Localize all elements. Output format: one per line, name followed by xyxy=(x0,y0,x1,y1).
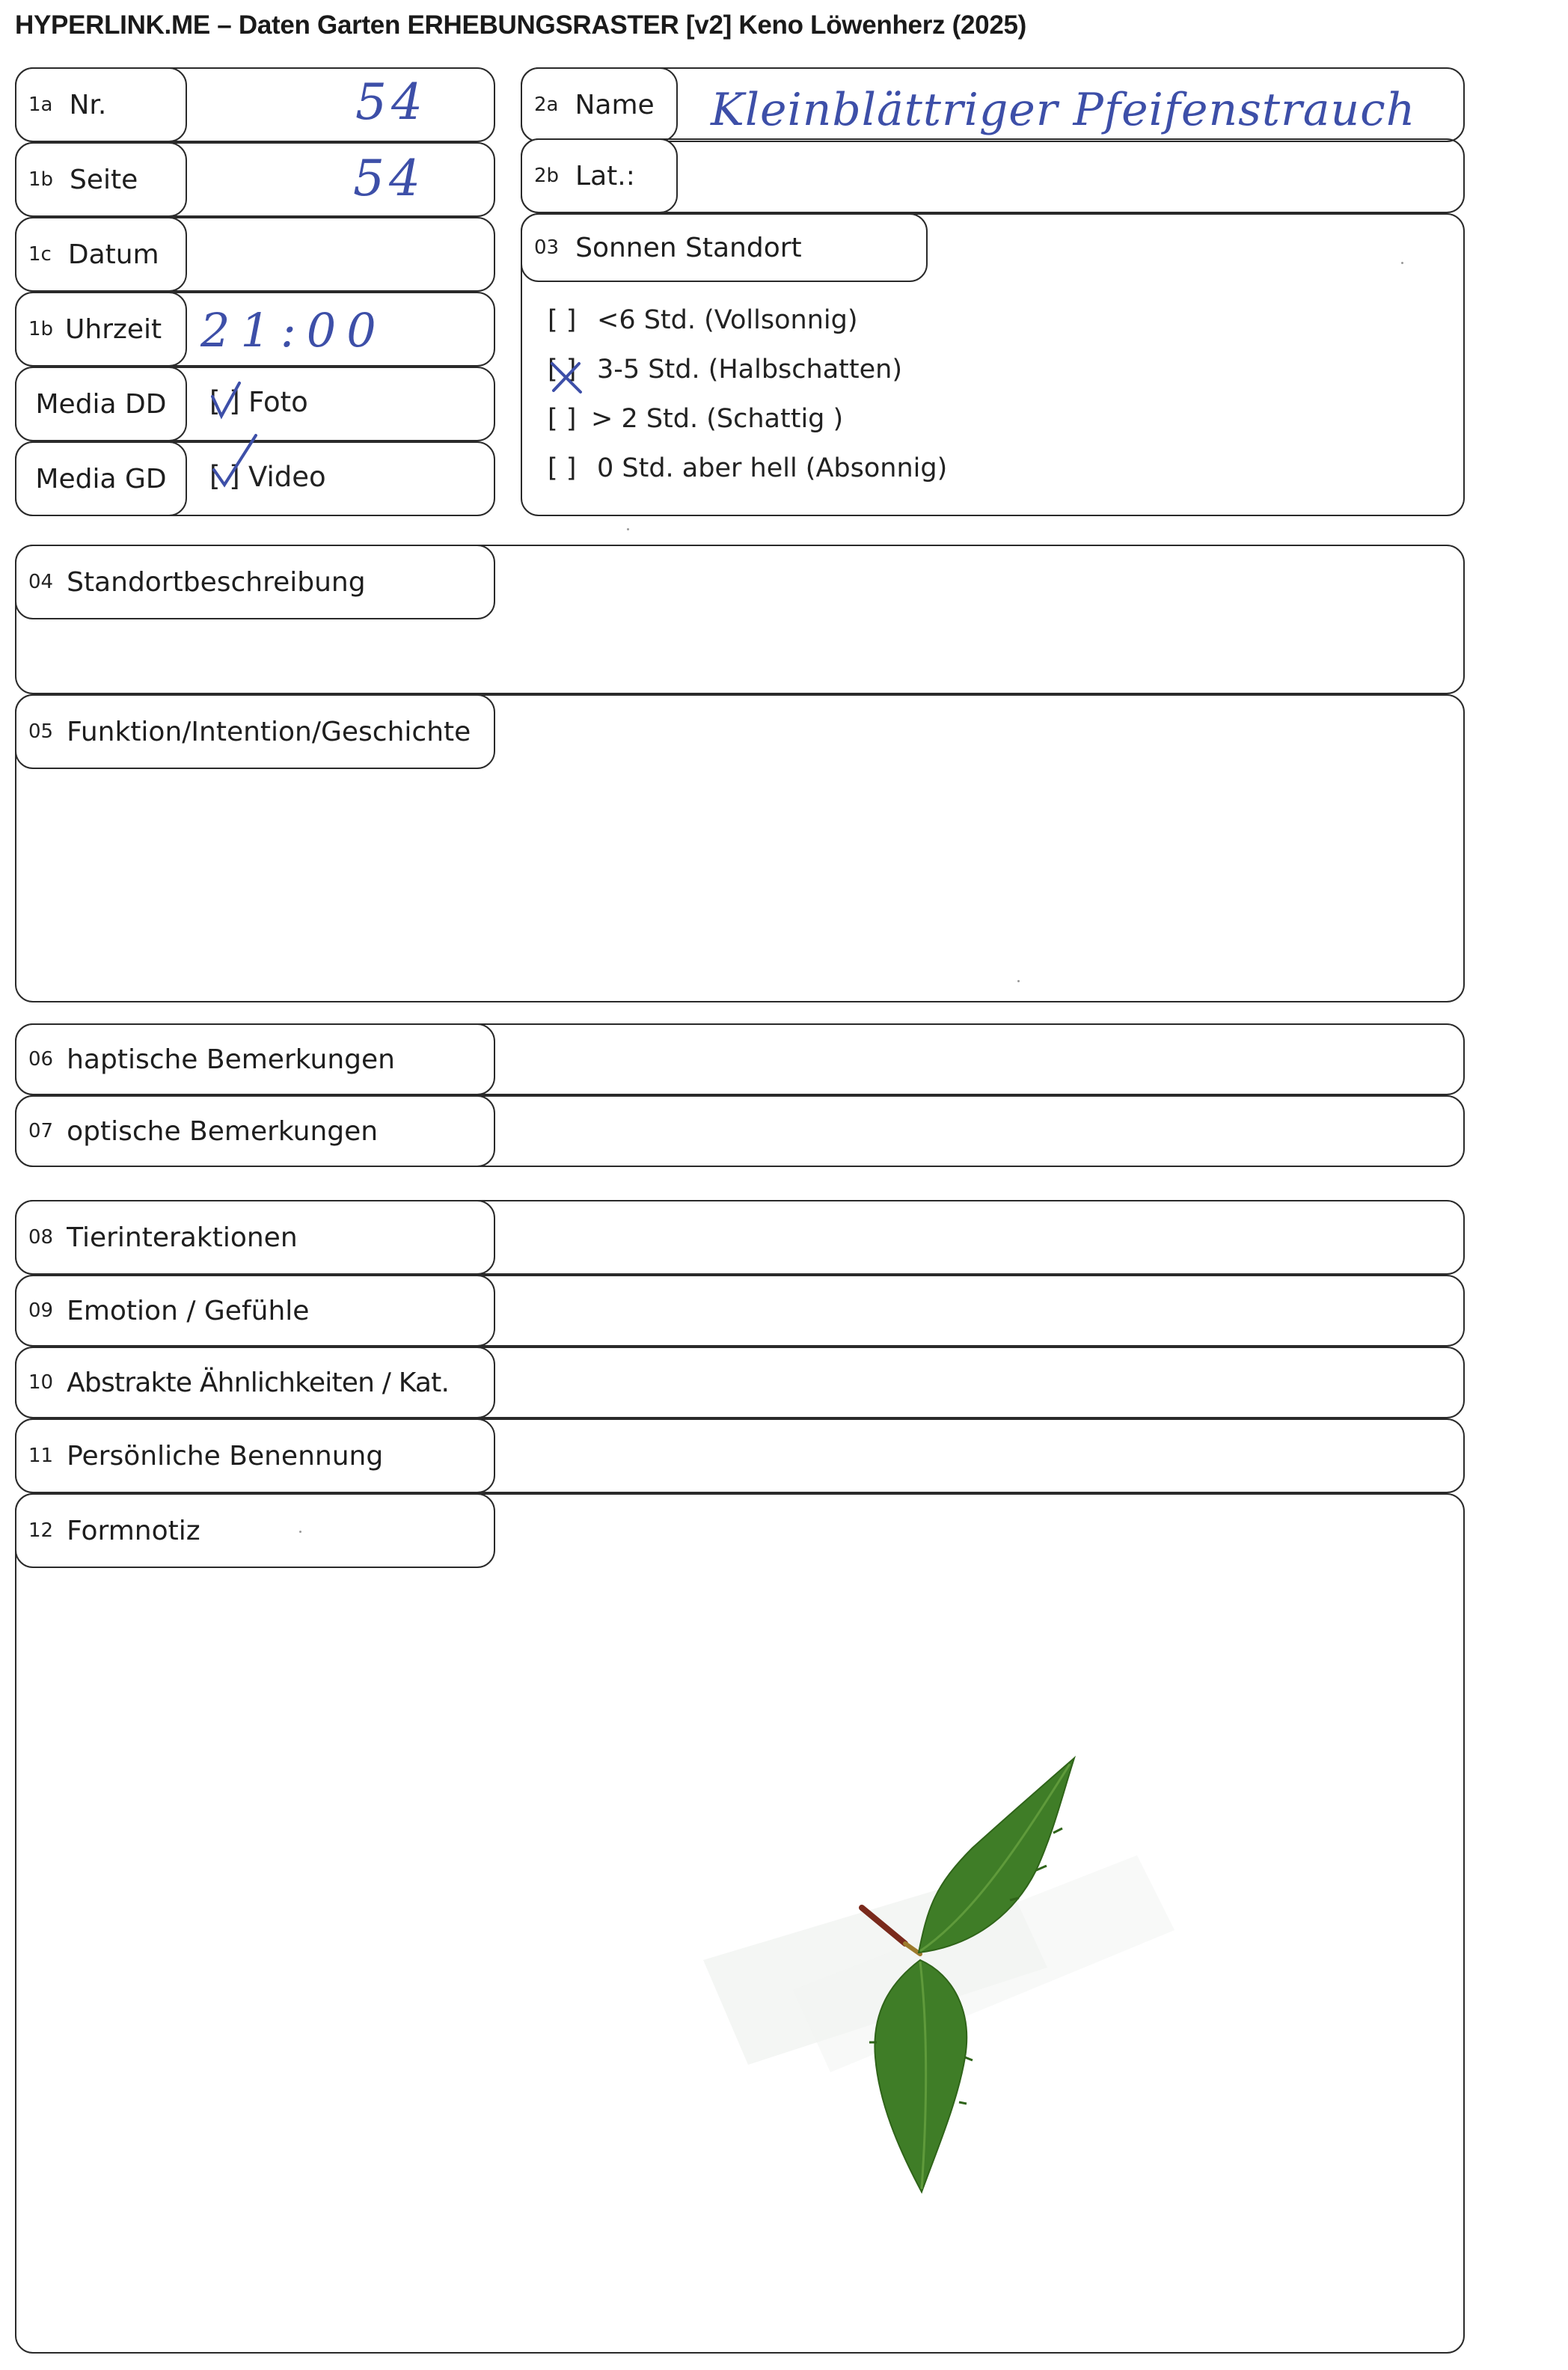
field-uhrzeit-label xyxy=(15,292,187,367)
field-label: Media DD xyxy=(35,388,167,420)
field-seite-label xyxy=(15,142,187,217)
field-label: Lat.: xyxy=(575,160,635,192)
section-number: 09 xyxy=(28,1299,54,1322)
section-label xyxy=(15,545,495,619)
section-title: Abstrakte Ähnlichkeiten / Kat. xyxy=(67,1367,450,1398)
leaf-specimen-icon xyxy=(658,1743,1182,2267)
sun-option-label: 3-5 Std. (Halbschatten) xyxy=(597,355,902,385)
form-title: HYPERLINK.ME – Daten Garten ERHEBUNGSRASTER [v2] Keno Löwenherz (2025) xyxy=(15,10,1027,40)
check-mark-icon xyxy=(209,432,262,492)
field-number: 1b xyxy=(28,318,54,340)
sun-option-checkbox[interactable]: [ ] xyxy=(548,305,577,335)
section-number: 04 xyxy=(28,571,54,593)
section-label xyxy=(15,1347,495,1418)
media-gd-checkbox[interactable]: [ ] xyxy=(209,460,240,492)
field-number: 03 xyxy=(534,236,560,259)
field-number: 2b xyxy=(534,165,560,187)
media-dd-checkbox[interactable]: [ ] xyxy=(209,385,240,417)
field-label: Name xyxy=(575,89,655,120)
section-label xyxy=(15,694,495,769)
sun-option-checkbox[interactable]: [ ] xyxy=(548,355,577,385)
section-label xyxy=(15,1200,495,1275)
media-dd-option: Foto xyxy=(248,386,308,418)
section-number: 08 xyxy=(28,1226,54,1249)
sun-option-label: > 2 Std. (Schattig ) xyxy=(591,404,844,434)
field-label: Nr. xyxy=(69,89,107,120)
field-label: Media GD xyxy=(35,463,167,494)
check-mark-icon xyxy=(208,380,253,425)
field-nr-label xyxy=(15,67,187,142)
section-label xyxy=(15,1023,495,1095)
sun-section-label xyxy=(521,213,928,282)
scan-speck xyxy=(1401,262,1403,264)
section-number: 06 xyxy=(28,1048,54,1071)
section-number: 11 xyxy=(28,1445,54,1467)
section-title: haptische Bemerkungen xyxy=(67,1044,395,1075)
seite-value: 54 xyxy=(353,150,425,207)
section-number: 10 xyxy=(28,1371,54,1394)
section-label xyxy=(15,1493,495,1568)
field-number: 2a xyxy=(534,94,559,116)
sun-option-label: 0 Std. aber hell (Absonnig) xyxy=(597,453,948,483)
field-lat-label xyxy=(521,138,678,213)
section-title: Persönliche Benennung xyxy=(67,1440,384,1472)
section-title: Tierinteraktionen xyxy=(67,1222,298,1253)
sun-option-checkbox[interactable]: [ ] xyxy=(548,453,577,483)
section-label xyxy=(15,1418,495,1493)
field-label: Sonnen Standort xyxy=(575,232,802,263)
field-name-label xyxy=(521,67,678,142)
section-title: Funktion/Intention/Geschichte xyxy=(67,716,471,747)
field-number: 1b xyxy=(28,168,54,191)
section-number: 05 xyxy=(28,720,54,743)
field-label: Datum xyxy=(67,239,159,270)
section-number: 12 xyxy=(28,1519,54,1542)
section-title: Emotion / Gefühle xyxy=(67,1295,310,1326)
field-label: Seite xyxy=(70,164,138,195)
section-number: 07 xyxy=(28,1120,54,1142)
scan-speck xyxy=(1017,980,1020,982)
nr-value: 54 xyxy=(355,73,427,131)
section-label xyxy=(15,1275,495,1347)
section-title: optische Bemerkungen xyxy=(67,1115,379,1147)
field-datum-label xyxy=(15,217,187,292)
scan-speck xyxy=(299,1531,301,1533)
name-value: Kleinblättriger Pfeifenstrauch xyxy=(711,84,1416,136)
section-title: Standortbeschreibung xyxy=(67,566,366,598)
field-label: Uhrzeit xyxy=(65,313,162,345)
uhrzeit-value: 21:00 xyxy=(200,303,387,358)
sun-option-label: <6 Std. (Vollsonnig) xyxy=(597,305,858,335)
section-label xyxy=(15,1095,495,1167)
field-number: 1a xyxy=(28,94,53,116)
field-media-gd-label xyxy=(15,441,187,516)
sun-option-checkbox[interactable]: [ ] xyxy=(548,404,577,434)
field-media-dd-label xyxy=(15,367,187,441)
scan-speck xyxy=(627,528,629,530)
media-gd-option: Video xyxy=(248,461,326,493)
section-title: Formnotiz xyxy=(67,1515,200,1546)
cross-mark-icon xyxy=(546,353,591,398)
field-number: 1c xyxy=(28,243,52,266)
